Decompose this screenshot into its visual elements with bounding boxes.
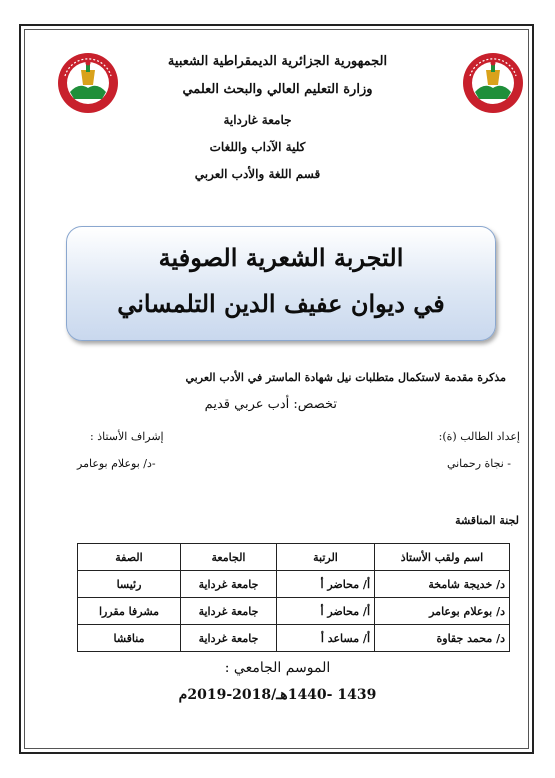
member-rank: أ/ مساعد أ xyxy=(277,625,375,652)
committee-table xyxy=(77,543,510,652)
table-row xyxy=(78,625,510,652)
member-university: جامعة غرداية xyxy=(181,625,277,652)
student-name: - نجاة رحماني xyxy=(446,457,511,470)
member-rank: أ/ محاضر أ xyxy=(277,598,375,625)
specialty: تخصص: أدب عربي قديم xyxy=(204,397,337,412)
department-name: قسم اللغة والأدب العربي xyxy=(194,167,321,181)
thesis-title-line-2: في ديوان عفيف الدين التلمساني xyxy=(117,289,445,318)
member-rank: أ/ محاضر أ xyxy=(277,571,375,598)
faculty-name: كلية الآداب واللغات xyxy=(209,140,306,154)
header-university: الجامعة xyxy=(181,544,277,571)
header-role: الصفة xyxy=(78,544,181,571)
member-name: د/ بوعلام بوعامر xyxy=(375,598,510,625)
memo-description: مذكرة مقدمة لاستكمال متطلبات نيل شهادة الماستر في الأدب العربي xyxy=(185,371,506,384)
thesis-title-line-1: التجربة الشعرية الصوفية xyxy=(158,243,404,272)
member-role: مشرفا مقررا xyxy=(78,598,181,625)
academic-season-label: الموسم الجامعي : xyxy=(224,660,331,676)
student-label: إعداد الطالب (ة): xyxy=(438,430,520,443)
committee-title: لجنة المناقشة xyxy=(455,514,519,527)
table-row xyxy=(78,571,510,598)
header-name: اسم ولقب الأستاذ xyxy=(375,544,510,571)
member-role: مناقشا xyxy=(78,625,181,652)
ministry-name: وزارة التعليم العالي والبحث العلمي xyxy=(182,82,373,97)
member-name: د/ خديجة شامخة xyxy=(375,571,510,598)
republic-name: الجمهورية الجزائرية الديمقراطية الشعبية xyxy=(167,54,388,69)
table-header-row xyxy=(78,544,510,571)
supervisor-name: -د/ بوعلام بوعامر xyxy=(77,457,156,470)
member-name: د/ محمد جقاوة xyxy=(375,625,510,652)
university-name: جامعة غارداية xyxy=(223,113,292,127)
member-university: جامعة غرداية xyxy=(181,598,277,625)
header-rank: الرتبة xyxy=(277,544,375,571)
thesis-title-box xyxy=(66,226,496,341)
table-row xyxy=(78,598,510,625)
member-role: رئيسا xyxy=(78,571,181,598)
member-university: جامعة غرداية xyxy=(181,571,277,598)
academic-season-years: 1439 -1440هـ/2018-2019م xyxy=(178,687,377,703)
supervisor-label: إشراف الأستاذ : xyxy=(90,430,164,443)
